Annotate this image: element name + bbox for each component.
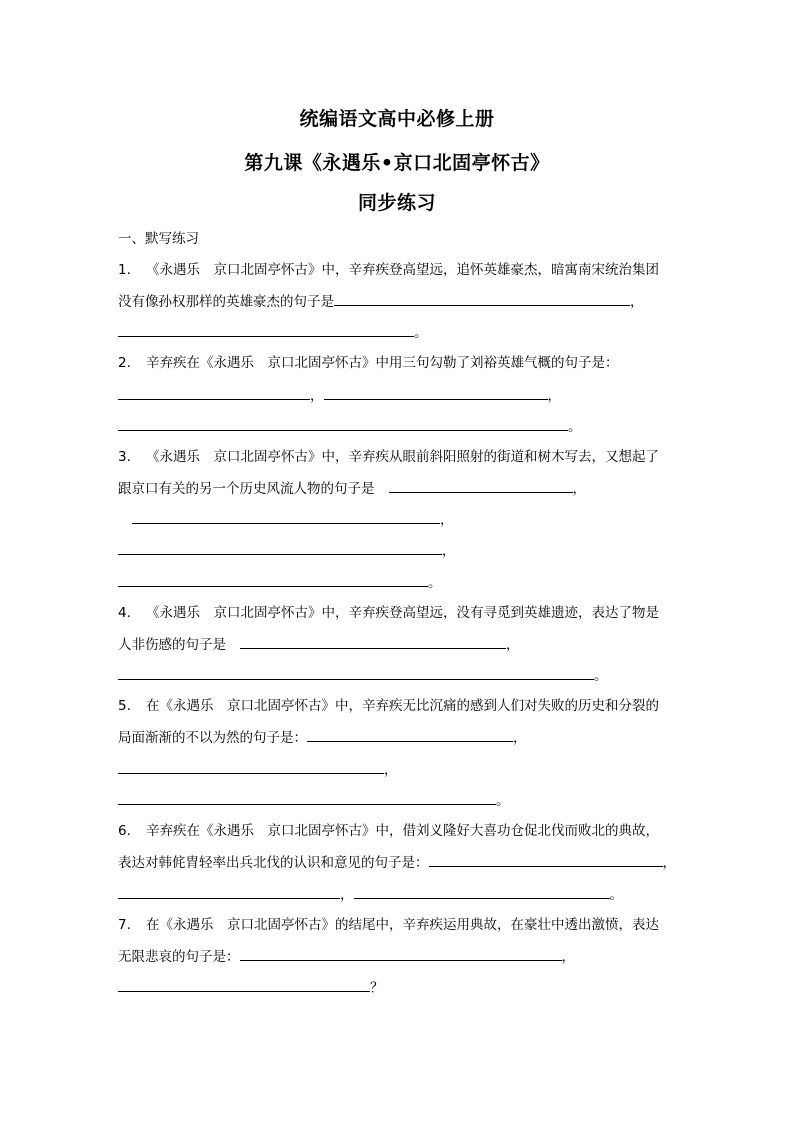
- answer-blank[interactable]: [429, 852, 663, 867]
- question-text: 辛弃疾在《永遇乐 京口北固亭怀古》中，借刘义隆好大喜功仓促北伐而败北的典故，: [146, 823, 659, 839]
- question-3: [118, 447, 659, 467]
- question-2: [118, 353, 619, 373]
- answer-blank[interactable]: [324, 385, 548, 400]
- punct: 。: [609, 887, 623, 903]
- punct: ，: [340, 887, 354, 903]
- question-7: [118, 915, 659, 935]
- answer-blank[interactable]: [118, 416, 568, 431]
- answer-blank[interactable]: [334, 291, 630, 306]
- question-5: [118, 696, 659, 716]
- question-text: 《永遇乐 京口北固亭怀古》中，辛弃疾从眼前斜阳照射的街道和树木写去，又想起了: [146, 449, 659, 465]
- answer-blank[interactable]: [240, 634, 506, 649]
- question-7-line-2: [118, 946, 575, 967]
- answer-blank[interactable]: [240, 946, 562, 961]
- question-number: 4.: [118, 605, 131, 621]
- question-text: 无限悲哀的句子是：: [118, 949, 240, 965]
- answer-blank[interactable]: [118, 322, 414, 337]
- answer-blank[interactable]: [307, 727, 513, 742]
- punct: ，: [513, 730, 527, 746]
- question-2-line-3: [118, 416, 582, 437]
- question-2-line-2: [118, 385, 561, 406]
- answer-blank[interactable]: [354, 884, 610, 899]
- question-5-line-4: [118, 790, 510, 811]
- question-6-line-2: [118, 852, 676, 873]
- question-1: [118, 260, 659, 280]
- punct: ，: [440, 512, 454, 528]
- question-6-line-3: [118, 884, 623, 905]
- question-number: 6.: [118, 823, 131, 839]
- answer-blank[interactable]: [118, 540, 442, 555]
- question-number: 7.: [118, 917, 131, 933]
- answer-blank[interactable]: [118, 759, 384, 774]
- question-4: [118, 603, 659, 623]
- answer-blank[interactable]: [118, 572, 428, 587]
- punct: ，: [506, 637, 520, 653]
- punct: ，: [630, 294, 644, 310]
- question-3-line-3: [132, 509, 454, 530]
- punct: ，: [442, 543, 456, 559]
- question-text: 《永遇乐 京口北固亭怀古》中，辛弃疾登高望远，追怀英雄豪杰，暗寓南宋统治集团: [146, 262, 659, 278]
- question-number: 5.: [118, 698, 131, 714]
- question-text: 局面渐渐的不以为然的句子是：: [118, 730, 307, 746]
- question-5-line-3: [118, 759, 398, 780]
- punct: 。: [496, 793, 510, 809]
- question-text: 《永遇乐 京口北固亭怀古》中，辛弃疾登高望远，没有寻觅到英雄遗迹，表达了物是: [146, 605, 659, 621]
- question-text: 人非伤感的句子是: [118, 637, 226, 653]
- question-text: 没有像孙权那样的英雄豪杰的句子是: [118, 294, 334, 310]
- answer-blank[interactable]: [118, 385, 310, 400]
- question-number: 3.: [118, 449, 131, 465]
- punct: ？: [370, 980, 384, 996]
- question-3-line-4: [118, 540, 456, 561]
- answer-blank[interactable]: [132, 509, 440, 524]
- exercise-title: 同步练习: [357, 192, 436, 214]
- question-3-line-5: [118, 572, 442, 593]
- question-7-line-3: [118, 977, 384, 998]
- question-1-line-3: [118, 322, 428, 343]
- answer-blank[interactable]: [389, 478, 573, 493]
- question-3-line-2: [118, 478, 586, 499]
- punct: ，: [662, 855, 676, 871]
- question-text: 跟京口有关的另一个历史风流人物的句子是: [118, 481, 375, 497]
- question-text: 表达对韩侂胄轻率出兵北伐的认识和意见的句子是：: [118, 855, 429, 871]
- punct: ，: [310, 388, 324, 404]
- question-number: 2.: [118, 355, 131, 371]
- question-1-line-2: [118, 291, 644, 312]
- answer-blank[interactable]: [118, 884, 340, 899]
- lesson-title: 第九课《永遇乐•京口北固亭怀古》: [244, 152, 550, 174]
- punct: 。: [414, 325, 428, 341]
- question-4-line-3: [118, 665, 608, 686]
- punct: 。: [428, 575, 442, 591]
- section-heading: 一、默写练习: [118, 231, 199, 247]
- punct: ，: [561, 949, 575, 965]
- question-5-line-2: [118, 727, 527, 748]
- question-6: [118, 821, 659, 841]
- punct: ，: [547, 388, 561, 404]
- question-number: 1.: [118, 262, 131, 278]
- question-text: 辛弃疾在《永遇乐 京口北固亭怀古》中用三句勾勒了刘裕英雄气概的句子是：: [146, 355, 619, 371]
- answer-blank[interactable]: [118, 977, 370, 992]
- question-4-line-2: [118, 634, 520, 655]
- doc-title: 统编语文高中必修上册: [299, 108, 495, 130]
- punct: ，: [572, 481, 586, 497]
- answer-blank[interactable]: [118, 790, 496, 805]
- question-text: 在《永遇乐 京口北固亭怀古》中，辛弃疾无比沉痛的感到人们对失败的历史和分裂的: [146, 698, 659, 714]
- punct: 。: [568, 419, 582, 435]
- question-text: 在《永遇乐 京口北固亭怀古》的结尾中，辛弃疾运用典故，在豪壮中透出激愤，表达: [146, 917, 659, 933]
- punct: 。: [594, 668, 608, 684]
- answer-blank[interactable]: [118, 665, 594, 680]
- punct: ，: [384, 762, 398, 778]
